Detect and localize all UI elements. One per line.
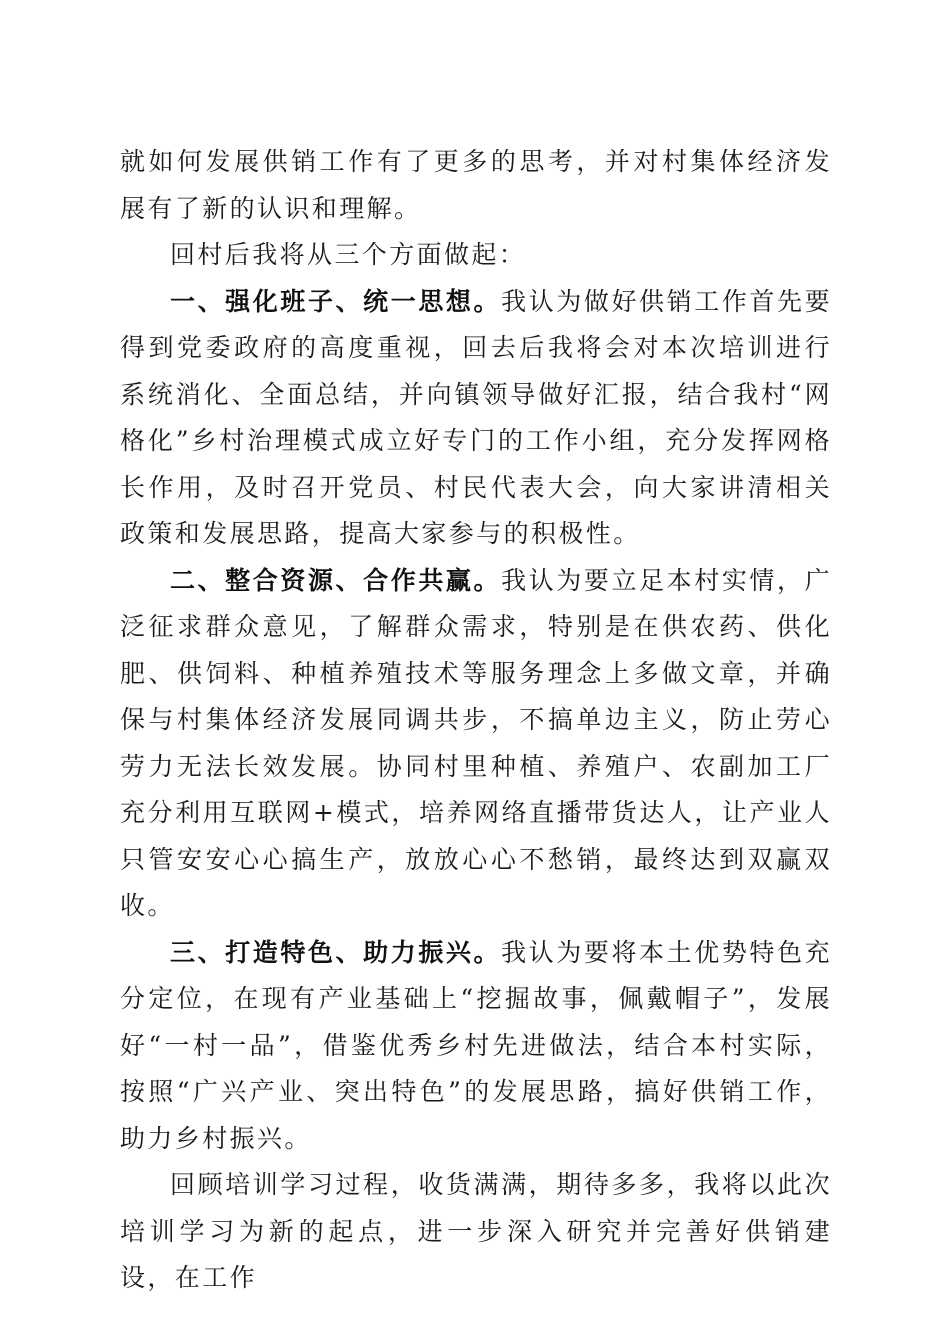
- paragraph-point-2: [120, 558, 832, 930]
- point-heading: 二、整合资源、合作共赢。: [170, 565, 502, 595]
- paragraph-text: 我认为要立足本村实情，广泛征求群众意见，了解群众需求，特别是在供农药、供化肥、供饲料、种植养殖技术等服务理念上多做文章，并确保与村集体经济发展同调共步，不搞单边主义，防止劳心劳力无法长效发展。协同村里种植、养殖户、农副加工厂充分利用互联网+模式，培养网络直播带货达人，让产业人只管安安心心搞生产，放放心心不愁销，最终达到双赢双收。: [120, 565, 832, 920]
- point-heading: 三、打造特色、助力振兴。: [170, 937, 502, 967]
- paragraph-text: 我认为要将本土优势特色充分定位，在现有产业基础上“挖掘故事，佩戴帽子”，发展好“一村一品”，借鉴优秀乡村先进做法，结合本村实际，按照“广兴产业、突出特色”的发展思路，搞好供销工作，助力乡村振兴。: [120, 937, 832, 1153]
- point-heading: 一、强化班子、统一思想。: [170, 286, 502, 316]
- paragraph-point-1: [120, 279, 832, 558]
- document-body: [120, 139, 832, 1302]
- paragraph-conclusion: [120, 1162, 832, 1302]
- paragraph-text: 就如何发展供销工作有了更多的思考，并对村集体经济发展有了新的认识和理解。: [120, 147, 832, 223]
- paragraph-point-3: [120, 930, 832, 1163]
- paragraph-text: 我认为做好供销工作首先要得到党委政府的高度重视，回去后我将会对本次培训进行系统消化、全面总结，并向镇领导做好汇报，结合我村“网格化”乡村治理模式成立好专门的工作小组，充分发挥网格长作用，及时召开党员、村民代表大会，向大家讲清相关政策和发展思路，提高大家参与的积极性。: [120, 286, 832, 548]
- paragraph-text: 回顾培训学习过程，收货满满，期待多多，我将以此次培训学习为新的起点，进一步深入研究并完善好供销建设，在工作: [120, 1170, 832, 1292]
- paragraph-continuation: [120, 139, 832, 232]
- paragraph-intro: [120, 232, 832, 279]
- paragraph-text: 回村后我将从三个方面做起：: [170, 240, 527, 269]
